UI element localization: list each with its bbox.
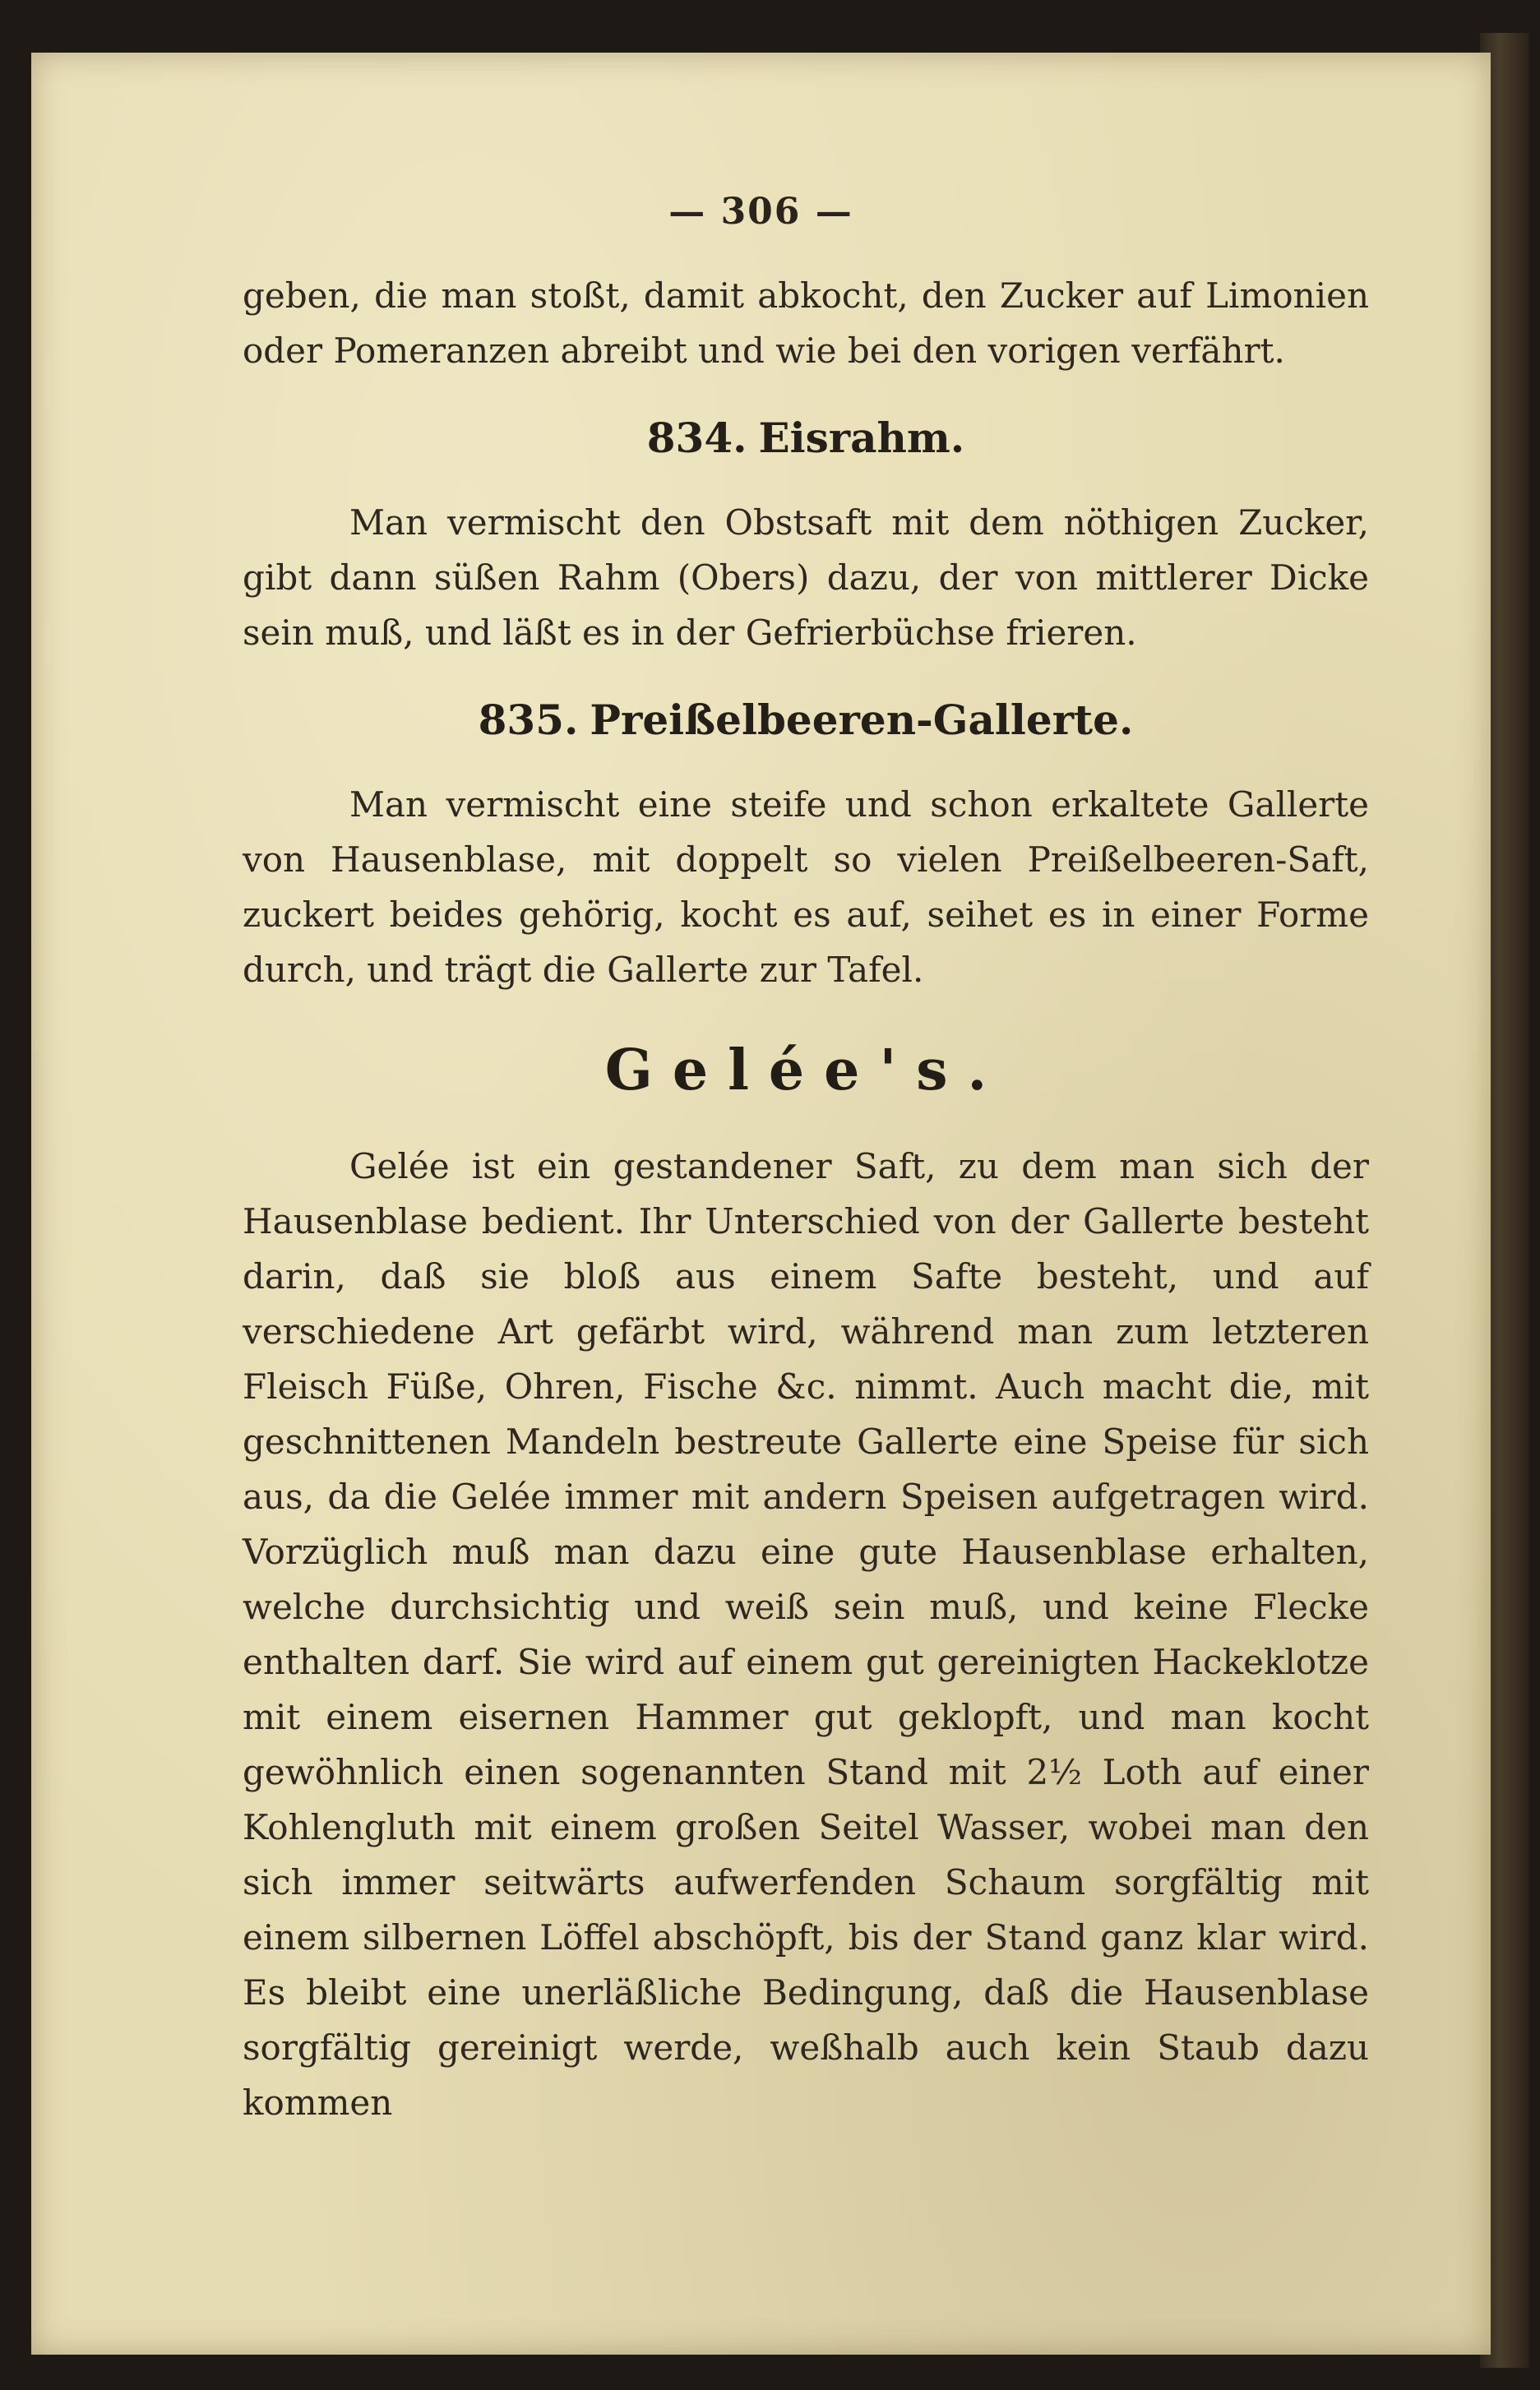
intro-continuation-text: geben, die man stoßt, damit abkocht, den Zucker auf Limonien oder Pomeranzen abreibt und wie bei den vorigen verfährt. xyxy=(243,275,1369,371)
recipe-834-text: Man vermischt den Obstsaft mit dem nöthigen Zucker, gibt dann süßen Rahm (Obers) dazu, der von mittlerer Dicke sein muß, und läßt es in der Gefrierbüchse frieren. xyxy=(243,502,1369,653)
recipe-835-heading xyxy=(243,691,1369,749)
page-content xyxy=(243,268,1369,2130)
recipe-835-text: Man vermischt eine steife und schon erkaltete Gallerte von Hausenblase, mit doppelt so vielen Preißelbeeren-Saft, zuckert beides gehörig, kocht es auf, seihet es in einer Forme durch, und trägt die Gallerte zur Tafel. xyxy=(243,784,1369,990)
recipe-835-number: 835. xyxy=(478,696,579,744)
recipe-834-number: 834. xyxy=(646,414,747,462)
recipe-835-title: Preißelbeeren-Gallerte. xyxy=(590,696,1134,744)
book-page xyxy=(31,53,1491,2355)
recipe-834-title: Eisrahm. xyxy=(758,414,965,462)
section-text: Gelée ist ein gestandener Saft, zu dem man sich der Hausenblase bedient. Ihr Unterschied von der Gallerte besteht darin, daß sie bloß aus einem Safte besteht, und auf verschiedene Art gefärbt wird, während man zum letzteren Fleisch Füße, Ohren, Fische &c. nimmt. Auch macht die, mit geschnittenen Mandeln bestreute Gallerte eine Speise für sich aus, da die Gelée immer mit andern Speisen aufgetragen wird. Vorzüglich muß man dazu eine gute Hausenblase erhalten, welche durchsichtig und weiß sein muß, und keine Flecke enthalten darf. Sie wird auf einem gut gereinigten Hackeklotze mit einem eisernen Hammer gut geklopft, und man kocht gewöhnlich einen sogenannten Stand mit 2½ Loth auf einer Kohlengluth mit einem großen Seitel Wasser, wobei man den sich immer seitwärts aufwerfenden Schaum sorgfältig mit einem silbernen Löffel abschöpft, bis der Stand ganz klar wird. Es bleibt eine unerläßliche Bedingung, daß die Hausenblase sorgfältig gereinigt werde, weßhalb auch kein Staub dazu kommen xyxy=(243,1146,1369,2123)
recipe-834-heading xyxy=(243,409,1369,467)
page-number: — 306 — xyxy=(668,191,853,233)
section-title: Gelée's. xyxy=(604,1038,1007,1103)
